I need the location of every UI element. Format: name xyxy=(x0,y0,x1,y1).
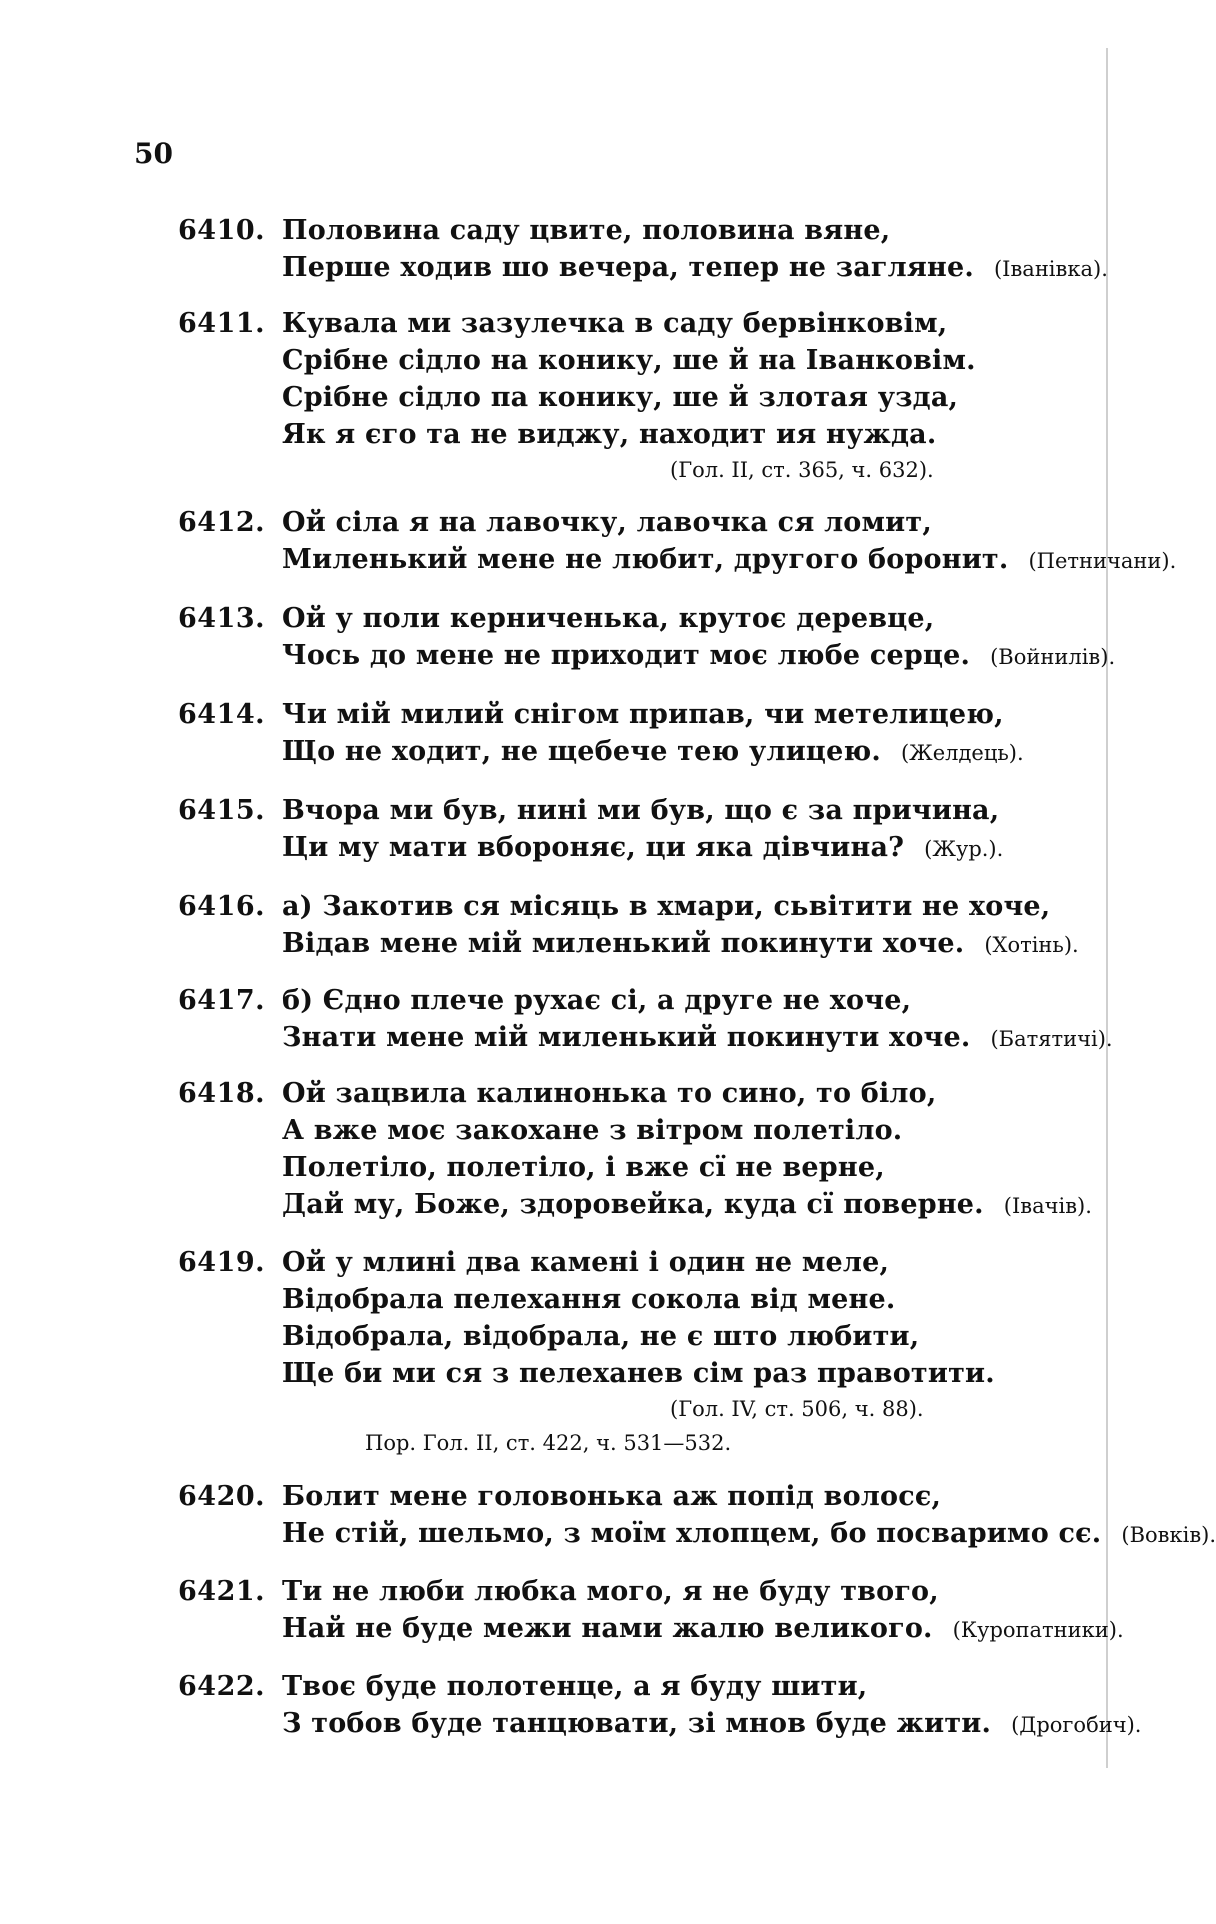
source-label: (Жур.). xyxy=(924,837,1004,861)
verse-line: Що не ходит, не щебече тею улицею. (Желдець). xyxy=(282,736,1024,767)
entry-number: 6422. xyxy=(178,1671,266,1702)
source-label: (Хотінь). xyxy=(984,933,1079,957)
entry-number: 6410. xyxy=(178,215,266,246)
entry-number: 6416. xyxy=(178,891,266,922)
verse-line: Відобрала пелехання сокола від мене. xyxy=(282,1284,896,1315)
verse-line: Ой у поли керниченька, крутоє деревце, xyxy=(282,603,935,634)
verse-line: Ой у млині два камені і один не меле, xyxy=(282,1247,890,1278)
verse-line: Ти не люби любка мого, я не буду твого, xyxy=(282,1576,939,1607)
verse-line: б) Єдно плече рухає сі, а друге не хоче, xyxy=(282,985,912,1016)
verse-line: Дай му, Боже, здоровейка, куда сї поверне. (Івачів). xyxy=(282,1189,1092,1220)
source-label: (Батятичі). xyxy=(990,1027,1113,1051)
source-label: (Петничани). xyxy=(1028,549,1177,573)
verse-line: Ой сіла я на лавочку, лавочка ся ломит, xyxy=(282,507,932,538)
verse-line: Ще би ми ся з пелеханев сім раз правотити. xyxy=(282,1358,995,1389)
verse-line: Кувала ми зазулечка в саду бервінковім, xyxy=(282,308,948,339)
page-number: 50 xyxy=(134,137,173,170)
verse-line: а) Закотив ся місяць в хмари, сьвітити не хоче, xyxy=(282,891,1051,922)
right-margin-rule xyxy=(1106,48,1108,1768)
entry-number: 6417. xyxy=(178,985,266,1016)
source-label: (Войнилів). xyxy=(990,645,1116,669)
cross-reference: Пор. Гол. II, ст. 422, ч. 531—532. xyxy=(365,1431,732,1455)
verse-line: Вчора ми був, нині ми був, що є за причина, xyxy=(282,795,1000,826)
source-label: (Куропатники). xyxy=(952,1618,1124,1642)
entry-number: 6419. xyxy=(178,1247,266,1278)
verse-line: Відобрала, відобрала, не є што любити, xyxy=(282,1321,920,1352)
verse-line: Як я єго та не виджу, находит ия нужда. xyxy=(282,419,937,450)
source-label: (Гол. II, ст. 365, ч. 632). xyxy=(670,458,934,482)
verse-line: Болит мене головонька аж попід волосє, xyxy=(282,1481,942,1512)
entry-number: 6411. xyxy=(178,308,266,339)
verse-line: Най не буде межи нами жалю великого. (Куропатники). xyxy=(282,1613,1124,1644)
verse-line: Не стій, шельмо, з моїм хлопцем, бо посваримо сє. (Вовків). xyxy=(282,1518,1216,1549)
source-label: (Вовків). xyxy=(1121,1523,1216,1547)
entry-number: 6421. xyxy=(178,1576,266,1607)
verse-line: Чось до мене не приходит моє любе серце. (Войнилів). xyxy=(282,640,1116,671)
verse-line: Ци му мати вбороняє, ци яка дівчина? (Жур.). xyxy=(282,832,1004,863)
verse-line: Чи мій милий снігом припав, чи метелицею, xyxy=(282,699,1004,730)
entry-number: 6414. xyxy=(178,699,266,730)
verse-line: А вже моє закохане з вітром полетіло. xyxy=(282,1115,903,1146)
verse-line: Миленький мене не любит, другого боронит. (Петничани). xyxy=(282,544,1177,575)
source-label: (Гол. IV, ст. 506, ч. 88). xyxy=(670,1397,924,1421)
verse-line: Ой зацвила калинонька то сино, то біло, xyxy=(282,1078,937,1109)
verse-line: Полетіло, полетіло, і вже сї не верне, xyxy=(282,1152,885,1183)
verse-line: Срібне сідло на конику, ше й на Іванковім. xyxy=(282,345,976,376)
entry-number: 6412. xyxy=(178,507,266,538)
entry-number: 6413. xyxy=(178,603,266,634)
verse-line: Твоє буде полотенце, а я буду шити, xyxy=(282,1671,868,1702)
verse-line: З тобов буде танцювати, зі мнов буде жити. (Дрогобич). xyxy=(282,1708,1142,1739)
entry-number: 6420. xyxy=(178,1481,266,1512)
entry-number: 6415. xyxy=(178,795,266,826)
verse-line: Половина саду цвите, половина вяне, xyxy=(282,215,891,246)
source-label: (Дрогобич). xyxy=(1011,1713,1142,1737)
source-label: (Івачів). xyxy=(1003,1194,1092,1218)
verse-line: Перше ходив шо вечера, тепер не загляне. (Іванівка). xyxy=(282,252,1108,283)
verse-line: Знати мене мій миленький покинути хоче. (Батятичі). xyxy=(282,1022,1113,1053)
verse-line: Відав мене мій миленький покинути хоче. (Хотінь). xyxy=(282,928,1079,959)
source-label: (Іванівка). xyxy=(993,257,1108,281)
verse-line: Срібне сідло па конику, ше й злотая узда, xyxy=(282,382,959,413)
entry-number: 6418. xyxy=(178,1078,266,1109)
source-label: (Желдець). xyxy=(900,741,1024,765)
